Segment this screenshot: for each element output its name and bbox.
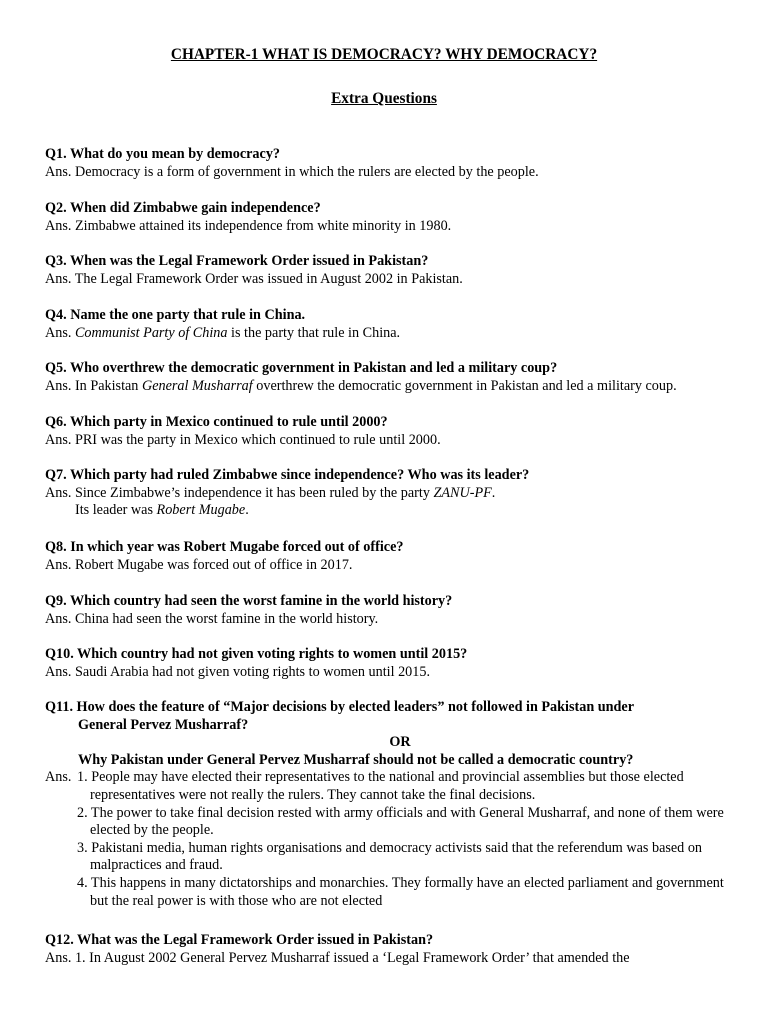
question-text: Q12. What was the Legal Framework Order issued in Pakistan? bbox=[45, 932, 434, 948]
question-text: Q9. Which country had seen the worst famine in the world history? bbox=[45, 593, 453, 609]
question-text: Q7. Which party had ruled Zimbabwe since independence? Who was its leader? bbox=[45, 467, 530, 483]
question-block-9 bbox=[45, 593, 745, 628]
question-text: Q6. Which party in Mexico continued to rule until 2000? bbox=[45, 414, 388, 430]
alternate-question-text: Why Pakistan under General Pervez Musharraf should not be called a democratic country? bbox=[78, 751, 634, 768]
question-text: Q1. What do you mean by democracy? bbox=[45, 146, 281, 162]
question-block-7 bbox=[45, 467, 745, 520]
answer-point: 1. People may have elected their representatives to the national and provincial assemblies but those elected representatives were not really the rulers. They cannot take the final decisions. bbox=[77, 769, 684, 803]
question-block-10 bbox=[45, 646, 745, 681]
answer-list bbox=[45, 769, 725, 910]
question-text: Q11. How does the feature of “Major decisions by elected leaders” not followed in Pakistan under bbox=[45, 699, 635, 715]
question-block-11 bbox=[45, 699, 725, 910]
question-text: Q2. When did Zimbabwe gain independence? bbox=[45, 200, 321, 216]
answer-text: Ans. 1. In August 2002 General Pervez Musharraf issued a ‘Legal Framework Order’ that amended the bbox=[45, 949, 630, 966]
answer-text: Ans. Communist Party of China is the party that rule in China. bbox=[45, 324, 401, 341]
answer-text: Ans. Since Zimbabwe’s independence it has been ruled by the party ZANU-PF. bbox=[45, 484, 496, 501]
question-block-3 bbox=[45, 253, 745, 288]
question-block-2 bbox=[45, 200, 745, 235]
question-block-4 bbox=[45, 307, 745, 342]
section-subtitle: Extra Questions bbox=[331, 90, 437, 107]
answer-text: Ans. Zimbabwe attained its independence from white minority in 1980. bbox=[45, 217, 452, 234]
answer-text: Ans. Saudi Arabia had not given voting rights to women until 2015. bbox=[45, 663, 431, 680]
or-separator: OR bbox=[389, 734, 411, 751]
question-text: Q5. Who overthrew the democratic government in Pakistan and led a military coup? bbox=[45, 360, 558, 376]
answer-text: Ans. PRI was the party in Mexico which continued to rule until 2000. bbox=[45, 431, 441, 448]
chapter-title: CHAPTER-1 WHAT IS DEMOCRACY? WHY DEMOCRACY? bbox=[170, 46, 598, 63]
answer-text: Ans. Democracy is a form of government in which the rulers are elected by the people. bbox=[45, 163, 539, 180]
answer-label: Ans. bbox=[45, 769, 72, 786]
answer-point: 4. This happens in many dictatorships and monarchies. They formally have an elected parliament and government but the real power is with those who are not elected bbox=[77, 874, 724, 909]
answer-text: Ans. The Legal Framework Order was issued in August 2002 in Pakistan. bbox=[45, 270, 463, 287]
question-block-12 bbox=[45, 932, 725, 967]
answer-text: Ans. In Pakistan General Musharraf overthrew the democratic government in Pakistan and led a military coup. bbox=[45, 377, 677, 394]
answer-text-continued: Its leader was Robert Mugabe. bbox=[75, 502, 249, 519]
answer-point: 2. The power to take final decision rested with army officials and with General Musharraf, and none of them were elected by the people. bbox=[77, 804, 724, 839]
question-block-1 bbox=[45, 146, 745, 181]
question-block-6 bbox=[45, 414, 745, 449]
answer-text: Ans. China had seen the worst famine in the world history. bbox=[45, 610, 379, 627]
question-text-continued: General Pervez Musharraf? bbox=[78, 716, 249, 733]
question-text: Q10. Which country had not given voting rights to women until 2015? bbox=[45, 646, 468, 662]
answer-text: Ans. Robert Mugabe was forced out of office in 2017. bbox=[45, 556, 353, 573]
question-block-8 bbox=[45, 539, 745, 574]
question-block-5 bbox=[45, 360, 765, 395]
answer-point: 3. Pakistani media, human rights organisations and democracy activists said that the referendum was based on malpractices and fraud. bbox=[77, 839, 703, 874]
question-text: Q4. Name the one party that rule in China. bbox=[45, 307, 306, 323]
question-text: Q8. In which year was Robert Mugabe forced out of office? bbox=[45, 539, 404, 555]
question-text: Q3. When was the Legal Framework Order issued in Pakistan? bbox=[45, 253, 429, 269]
